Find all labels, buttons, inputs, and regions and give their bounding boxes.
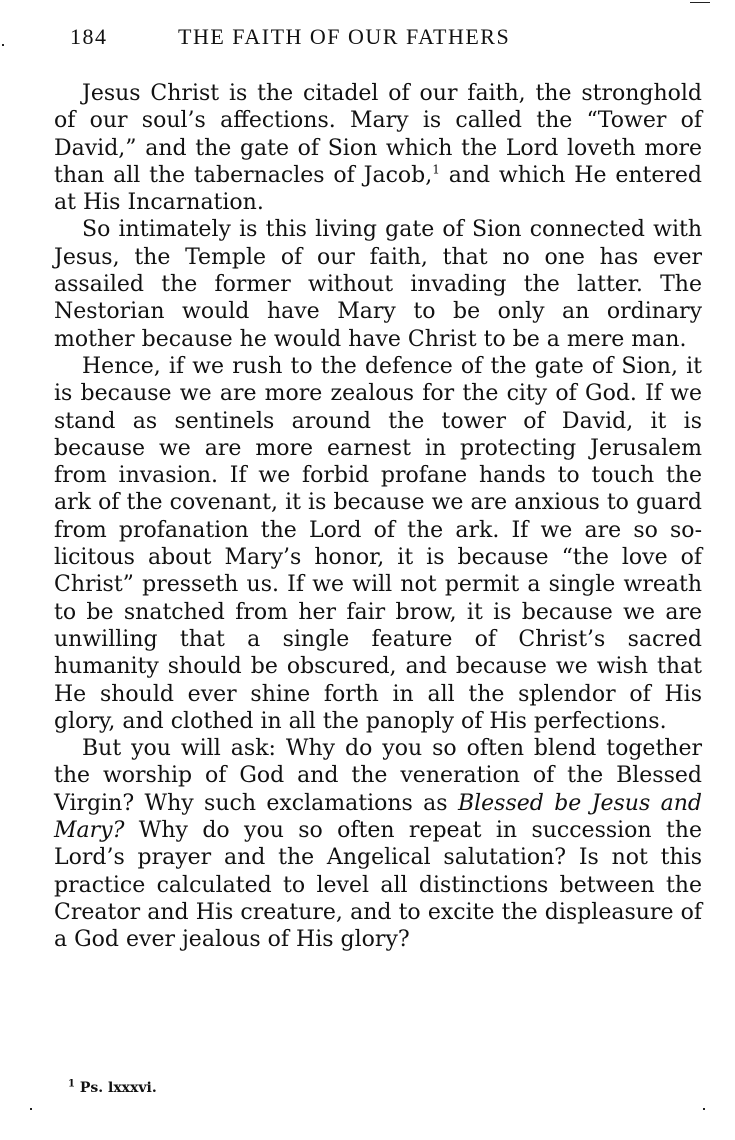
paragraph-3: Hence, if we rush to the defence of the gate of Sion, it is because we are more zealous for the city of God. If we stand as sentinels around the tower of David, it is because we are more earnest in protecting Jerusalem from invasion. If we forbid profane hands to touch the ark of the covenant, it is because we are anxious to guard from profanation the Lord of the ark. If we are so solicitous about Mary’s honor, it is because “the love of Christ” presseth us. If we will not permit a single wreath to be snatched from her fair brow, it is because we are unwilling that a single feature of Christ’s sacred humanity should be obscured, and because we wish that He should ever shine forth in all the splendor of His glory, and clothed in all the panoply of His perfections. — [54, 353, 702, 734]
paragraph-4-text: But you will ask: Why do you so often blend together the worship of God and the veneration of the Blessed Virgin? Why such exclamations as — [54, 736, 702, 816]
running-title: THE FAITH OF OUR FATHERS — [178, 24, 511, 49]
page-header — [70, 24, 700, 54]
page-number: 184 — [70, 24, 108, 49]
paragraph-1 — [54, 80, 702, 216]
scan-speck — [30, 1108, 32, 1110]
footnote-reference: 1 — [432, 162, 440, 177]
scan-speck — [690, 2, 710, 3]
paragraph-1-text: Jesus Christ is the citadel of our faith, the stronghold of our soul’s affections. Mary is called the “Tower of David,” and the gate of Sion which the Lord loveth more than all the tabernacles of Jacob, — [54, 81, 702, 188]
footnote — [68, 1080, 157, 1096]
footnote-text: Ps. lxxxvi. — [79, 1080, 157, 1096]
paragraph-1-text-end: and which He entered at His Incarnation. — [54, 162, 702, 216]
paragraph-2: So intimately is this living gate of Sion connected with Jesus, the Temple of our faith, that no one has ever assailed the former without invading the latter. The Nestorian would have Mary to be only an ordinary mother because he would have Christ to be a mere man. — [54, 217, 702, 352]
scan-speck — [2, 44, 4, 46]
paragraph-4-text-end: Why do you so often repeat in succession the Lord’s prayer and the Angelical salutation? Is not this practice calculated to level all distinctions between the Creator and His creature, and to excite the displeasure of a God ever jealous of His glory? — [54, 818, 702, 953]
body-text — [54, 80, 702, 954]
footnote-marker: 1 — [68, 1078, 75, 1090]
paragraph-4 — [54, 735, 702, 953]
scan-speck — [703, 1108, 705, 1110]
italic-exclamation: Blessed be Jesus and Mary? — [54, 790, 702, 844]
